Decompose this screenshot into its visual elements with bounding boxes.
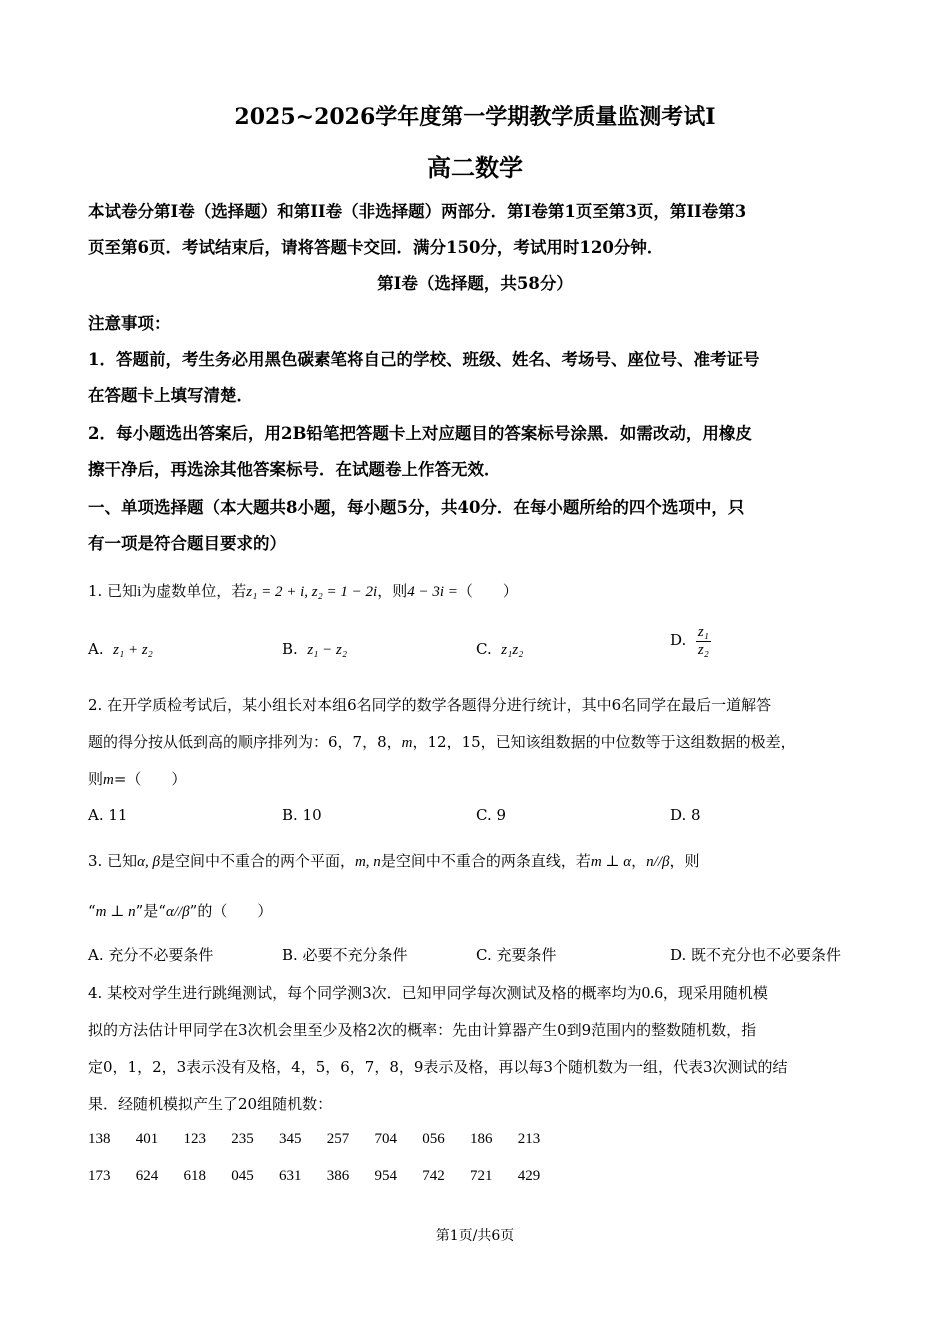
q3-answer-paren: ”的（ ） [189,902,273,920]
random-number: 618 [183,1168,206,1184]
q1-option-a[interactable] [88,640,153,659]
intro-line-2: 页至第6页．考试结束后，请将答题卡交回．满分150分，考试用时120分钟． [88,238,664,257]
random-number: 954 [374,1168,397,1184]
random-numbers-row-1 [88,1131,552,1148]
question-2-line-1: 2. 在开学质检考试后，某小组长对本组6名同学的数学各题得分进行统计，其中6名同学在最后一道解答 [88,696,772,714]
section-1-line-2: 有一项是符合题目要求的） [88,534,286,553]
q2-variable-m: m [401,735,413,751]
q2-option-a[interactable]: A. 11 [88,806,128,824]
q1-answer-paren: （ ） [457,582,518,600]
random-numbers-row-2 [88,1168,552,1185]
random-number: 401 [135,1131,159,1147]
random-number: 345 [279,1131,302,1147]
q1-condition: z₁ = 2 + i, z₂ = 1 − 2i [246,584,378,600]
random-number: 186 [470,1131,493,1147]
q1-option-b[interactable] [282,640,347,659]
question-3-line-2 [88,900,272,921]
random-number: 704 [374,1131,397,1147]
q2-text-c: 则 [88,770,104,788]
q1-imag-unit: i [137,584,142,600]
random-number: 386 [326,1168,350,1184]
q2-text-a: 题的得分按从低到高的顺序排列为：6，7，8， [88,733,402,751]
q3-condition-2: n//β [646,854,670,870]
notes-heading: 注意事项： [88,314,171,333]
random-number: 631 [279,1168,302,1184]
random-number: 056 [422,1131,445,1147]
q2-text-b: ，12，15，已知该组数据的中位数等于这组数据的极差， [412,733,796,751]
q1-option-d-fraction [696,624,711,658]
q1-option-d-denominator: z₂ [697,641,709,658]
q1-option-d-numerator: z₁ [697,624,709,640]
q1-option-c[interactable] [476,640,523,659]
note-1-line-1: 1．答题前，考生务必用黑色碳素笔将自己的学校、班级、姓名、考场号、座位号、准考证号 [88,350,760,369]
question-4-line-1 [88,982,768,1003]
q1-option-c-label: C. [476,640,492,658]
q1-option-d-label: D. [670,631,687,649]
q1-option-c-expr: z₁z₂ [501,642,524,658]
q2-option-b[interactable]: B. 10 [282,806,322,824]
q3-option-c[interactable]: C. 充要条件 [476,946,557,964]
q3-prefix: 3. 已知 [88,852,138,870]
random-number: 045 [231,1168,254,1184]
random-number: 235 [231,1131,254,1147]
exam-title: 2025~2026学年度第一学期教学质量监测考试I [234,104,716,130]
q3-quote-mid: ”是“ [135,902,166,920]
q1-text-1: 为虚数单位，若 [141,582,247,600]
question-1-stem [88,580,518,601]
q1-prefix: 1. 已知 [88,582,138,600]
q3-quote-open: “ [88,902,96,920]
q1-option-b-label: B. [282,640,298,658]
q3-lines: m, n [354,854,381,870]
q4-text-b: ，现采用随机模 [662,984,768,1002]
q3-text-3: ，则 [669,852,700,870]
q2-variable-m-2: m [103,772,114,788]
question-4-line-3: 定0，1，2，3表示没有及格，4，5，6，7，8，9表示及格，再以每3个随机数为一组，代表3次测试的结 [88,1058,788,1076]
q2-option-c[interactable]: C. 9 [476,806,507,824]
q1-option-a-expr: z₁ + z₂ [113,642,153,658]
random-number: 123 [183,1131,206,1147]
random-number: 213 [517,1131,541,1147]
intro-line-1: 本试卷分第I卷（选择题）和第II卷（非选择题）两部分．第I卷第1页至第3页，第II卷第3 [88,202,747,221]
note-2-line-2: 擦干净后，再选涂其他答案标号．在试题卷上作答无效． [88,460,501,479]
q3-text-1: 是空间中不重合的两个平面， [159,852,355,870]
random-number: 173 [88,1168,111,1184]
section-title: 第I卷（选择题，共58分） [377,274,573,293]
q3-separator: ， [631,852,647,870]
question-4-line-4: 果．经随机模拟产生了20组随机数： [88,1095,333,1113]
q1-expression: 4 − 3i = [407,584,458,600]
q2-option-d[interactable]: D. 8 [670,806,701,824]
random-number: 138 [88,1131,111,1147]
q4-text-a: 4. 某校对学生进行跳绳测试，每个同学测3次．已知甲同学每次测试及格的概率均为 [88,984,642,1002]
q1-text-2: ，则 [377,582,408,600]
random-number: 429 [517,1168,541,1184]
random-number: 721 [470,1168,493,1184]
question-3-line-1 [88,850,699,871]
question-2-line-2 [88,731,796,752]
q3-condition-1: m ⊥ α [590,854,632,870]
q3-parallel-expr: α//β [165,904,190,920]
question-4-line-2: 拟的方法估计甲同学在3次机会里至少及格2次的概率：先由计算器产生0到9范围内的整数随机数，指 [88,1021,757,1039]
q3-option-b[interactable]: B. 必要不充分条件 [282,946,408,964]
q3-perp-expr: m ⊥ n [95,904,136,920]
note-2-line-1: 2．每小题选出答案后，用2B铅笔把答题卡上对应题目的答案标号涂黑．如需改动，用橡皮 [88,424,752,443]
q1-option-d[interactable] [670,624,711,658]
q2-answer-paren: =（ ） [113,770,187,788]
random-number: 742 [422,1168,445,1184]
random-number: 257 [326,1131,350,1147]
q4-probability: 0.6 [641,983,663,1002]
note-1-line-2: 在答题卡上填写清楚． [88,386,253,405]
q3-text-2: 是空间中不重合的两条直线，若 [380,852,591,870]
exam-subject: 高二数学 [427,153,523,182]
q1-option-a-label: A. [88,640,104,658]
question-2-line-3 [88,768,186,789]
page-footer: 第1页/共6页 [435,1228,515,1244]
q3-option-a[interactable]: A. 充分不必要条件 [88,946,214,964]
q3-option-d[interactable]: D. 既不充分也不必要条件 [670,946,842,964]
q3-planes: α, β [137,854,160,870]
q1-option-b-expr: z₁ − z₂ [307,642,348,658]
random-number: 624 [135,1168,159,1184]
section-1-line-1: 一、单项选择题（本大题共8小题，每小题5分，共40分．在每小题所给的四个选项中，只 [88,498,745,517]
